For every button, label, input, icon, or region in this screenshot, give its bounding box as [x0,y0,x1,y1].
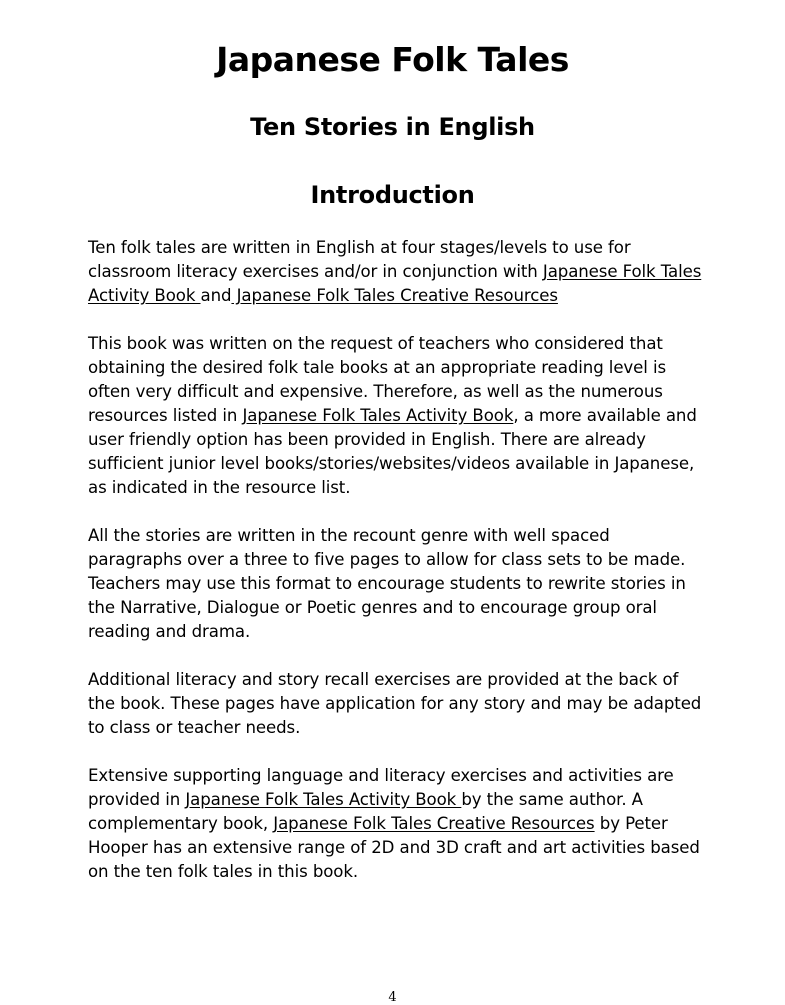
paragraph-text: This book was written on the request of teachers who considered that obtaining the desired folk tale books at an appropriate reading level is often very difficult and expensive. Therefore, as well as the numerous resources listed in [88,334,666,425]
page-subtitle: Ten Stories in English [250,113,535,141]
paragraph-text: All the stories are written in the recount genre with well spaced paragraphs over a three to five pages to allow for class sets to be made. Teachers may use this format to encourage students to rewrite stories in the Narrative, Dialogue or Poetic genres and to encourage group oral reading and drama. [88,526,686,641]
paragraph-text: and [200,286,232,305]
paragraph-4 [88,668,703,740]
paragraph-2 [88,332,703,500]
paragraph-text: by Peter Hooper has an extensive range of 2D and 3D craft and art activities based on the ten folk tales in this book. [88,814,700,881]
paragraph-text: Additional literacy and story recall exercises are provided at the back of the book. These pages have application for any story and may be adapted to class or teacher needs. [88,670,702,737]
book-title-link: Japanese Folk Tales Creative Resources [273,814,595,833]
paragraph-text: , a more available and user friendly option has been provided in English. There are already sufficient junior level books/stories/websites/videos available in Japanese, as indicated in the resource list. [88,406,697,497]
paragraph-text: Ten folk tales are written in English at four stages/levels to use for classroom literacy exercises and/or in conjunction with [88,238,631,281]
page-number: 4 [388,990,397,1005]
body-text [88,236,703,908]
book-title-link: Japanese Folk Tales Activity Book [242,406,514,425]
paragraph-text: Extensive supporting language and literacy exercises and activities are provided in [88,766,674,809]
section-heading: Introduction [310,181,475,209]
paragraph-1 [88,236,703,308]
page-title: Japanese Folk Tales [216,40,569,79]
paragraph-3 [88,524,703,644]
book-title-link: Japanese Folk Tales Activity Book [185,790,462,809]
paragraph-text: by the same author. A complementary book, [88,790,643,833]
paragraph-5 [88,764,703,884]
book-title-link: Japanese Folk Tales Creative Resources [231,286,558,305]
book-title-link: Japanese Folk Tales Activity Book [88,262,702,305]
